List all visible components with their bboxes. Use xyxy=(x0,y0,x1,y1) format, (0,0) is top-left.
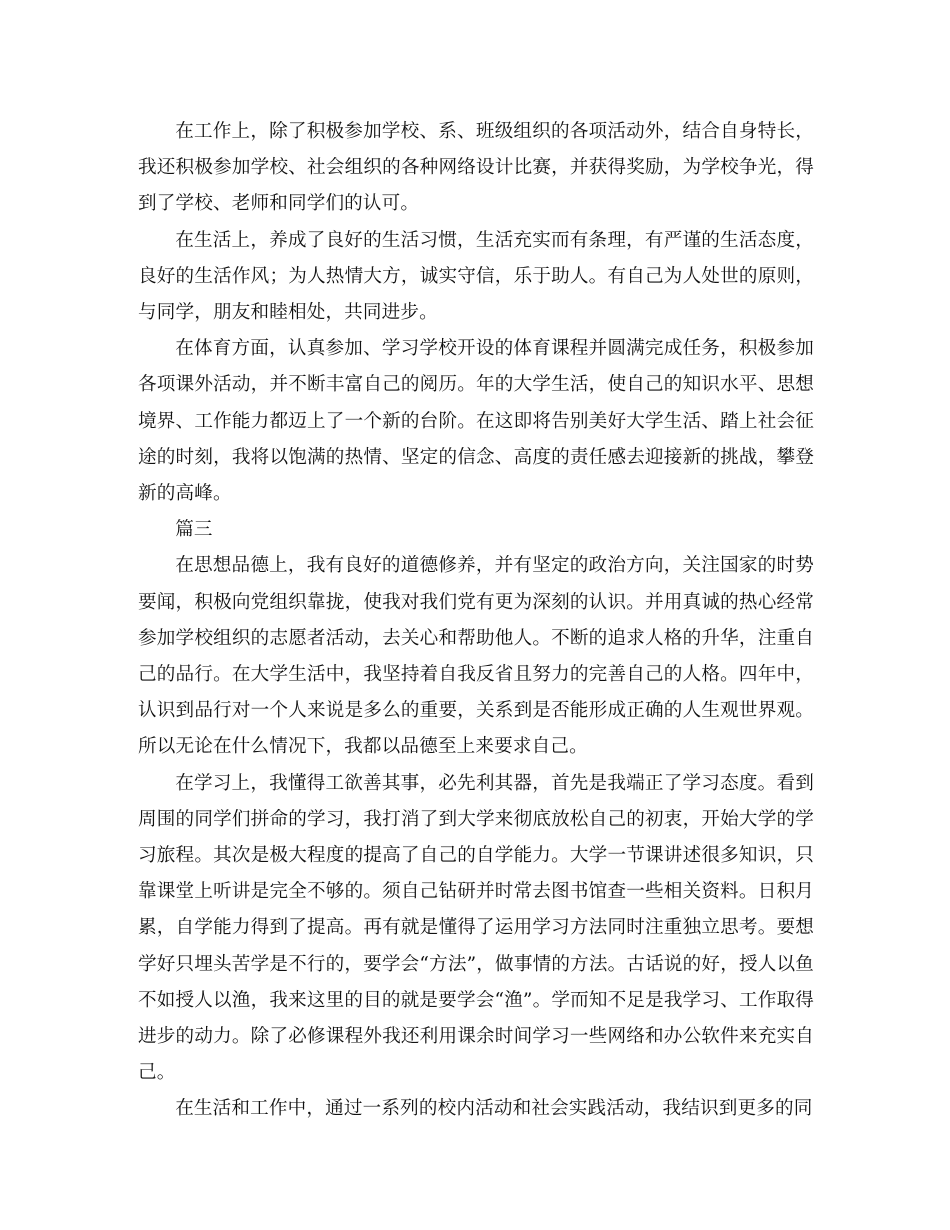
paragraph-morality: 在思想品德上，我有良好的道德修养，并有坚定的政治方向，关注国家的时势要闻，积极向党组织靠拢，使我对我们党有更为深刻的认识。并用真诚的热心经常参加学校组织的志愿者活动，去关心和帮助他人。不断的追求人格的升华，注重自己的品行。在大学生活中，我坚持着自我反省且努力的完善自己的人格。四年中，认识到品行对一个人来说是多么的重要，关系到是否能形成正确的人生观世界观。所以无论在什么情况下，我都以品德至上来要求自己。 xyxy=(138,555,814,758)
paragraph-life-work: 在生活和工作中，通过一系列的校内活动和社会实践活动，我结识到更多的同 xyxy=(175,1098,813,1120)
section-heading: 篇三 xyxy=(175,519,213,541)
paragraph-sports: 在体育方面，认真参加、学习学校开设的体育课程并圆满完成任务，积极参加各项课外活动，并不断丰富自己的阅历。年的大学生活，使自己的知识水平、思想境界、工作能力都迈上了一个新的台阶。在这即将告别美好大学生活、踏上社会征途的时刻，我将以饱满的热情、坚定的信念、高度的责任感去迎接新的挑战，攀登新的高峰。 xyxy=(138,338,814,505)
paragraph-life: 在生活上，养成了良好的生活习惯，生活充实而有条理，有严谨的生活态度，良好的生活作风；为人热情大方，诚实守信，乐于助人。有自己为人处世的原则，与同学，朋友和睦相处，共同进步。 xyxy=(138,229,814,324)
paragraph-study: 在学习上，我懂得工欲善其事，必先利其器，首先是我端正了学习态度。看到周围的同学们拼命的学习，我打消了到大学来彻底放松自己的初衷，开始大学的学习旅程。其次是极大程度的提高了自己的自学能力。大学一节课讲述很多知识，只靠课堂上听讲是完全不够的。须自己钻研并时常去图书馆查一些相关资料。日积月累，自学能力得到了提高。再有就是懂得了运用学习方法同时注重独立思考。要想学好只埋头苦学是不行的，要学会“方法”，做事情的方法。古话说的好，授人以鱼不如授人以渔，我来这里的目的就是要学会“渔”。学而知不足是我学习、工作取得进步的动力。除了必修课程外我还利用课余时间学习一些网络和办公软件来充实自己。 xyxy=(138,772,814,1084)
paragraph-work: 在工作上，除了积极参加学校、系、班级组织的各项活动外，结合自身特长，我还积极参加学校、社会组织的各种网络设计比赛，并获得奖励，为学校争光，得到了学校、老师和同学们的认可。 xyxy=(138,121,814,215)
document-body xyxy=(138,114,814,1128)
